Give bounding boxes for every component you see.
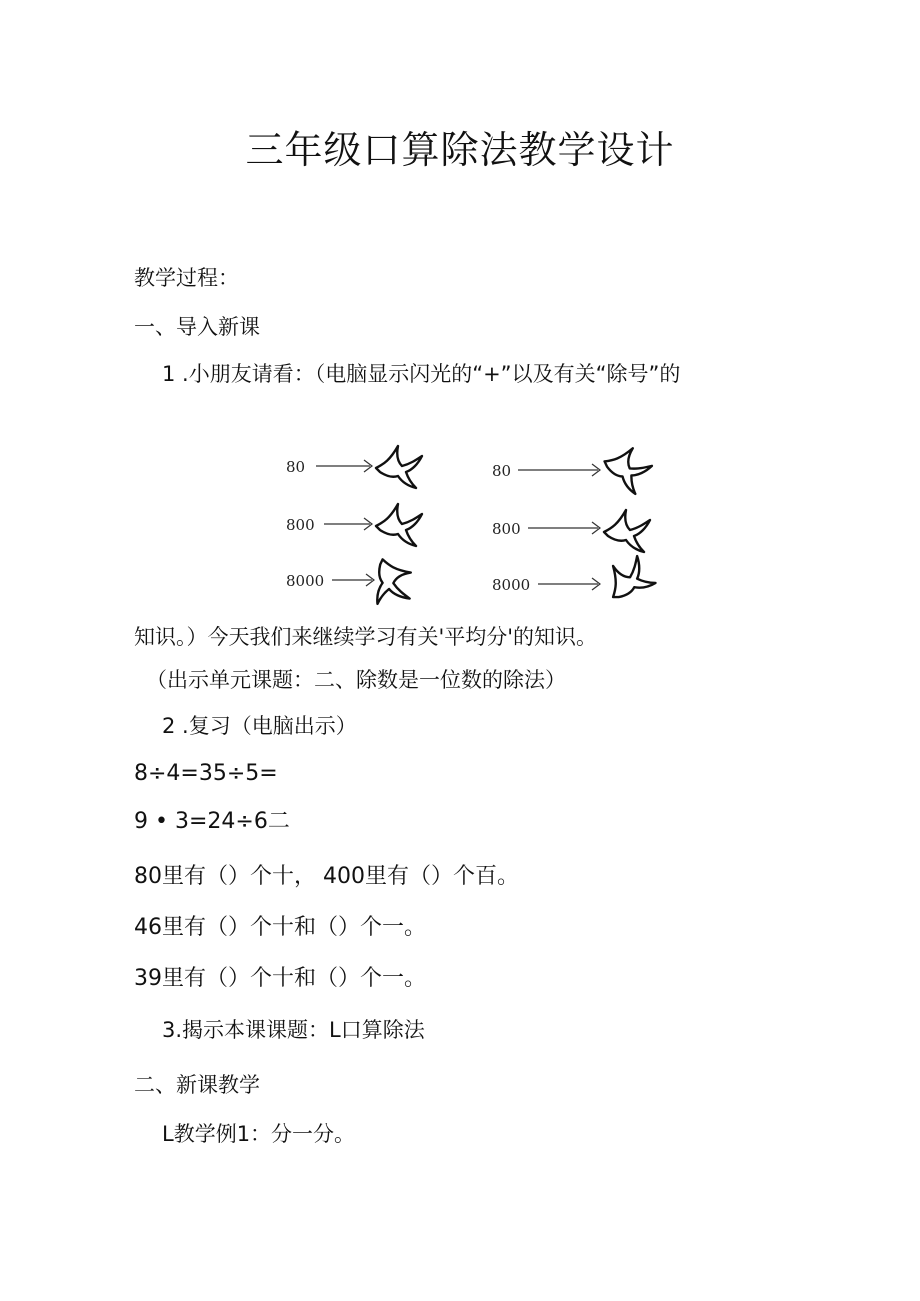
paragraph-step-1: 1 .小朋友请看：（电脑显示闪光的“+”以及有关“除号”的 [162,362,681,386]
paragraph-unit-title: （出示单元课题：二、除数是一位数的除法） [146,668,566,692]
figure-right-label-1: 80 [492,462,512,480]
figure-left-label-3: 8000 [286,572,325,590]
bird-icon [604,510,650,552]
page-title: 三年级口算除法教学设计 [245,128,675,172]
paragraph-step-3: 3.揭示本课课题：L口算除法 [162,1018,425,1042]
exercise-line-1: 80里有（）个十， 400里有（）个百。 [134,864,519,889]
paragraph-step-1-continued: 知识。）今天我们来继续学习有关'平均分'的知识。 [134,625,598,649]
paragraph-example-1: L教学例1：分一分。 [162,1122,356,1146]
bird-icon [376,446,422,488]
exercise-line-3: 39里有（）个十和（）个一。 [134,966,426,991]
bird-figure [272,434,662,612]
figure-left-label-1: 80 [286,458,306,476]
figure-right-label-2: 800 [492,520,521,538]
bird-icon [598,441,656,496]
figure-left-label-2: 800 [286,516,315,534]
section-heading-new-lesson: 二、新课教学 [134,1073,260,1097]
bird-icon [376,504,422,546]
bird-icon [598,549,660,611]
exercise-line-2: 46里有（）个十和（）个一。 [134,915,426,940]
figure-right-label-3: 8000 [492,576,531,594]
section-heading-intro: 一、导入新课 [134,315,260,339]
math-line-2: 9 • 3=24÷6二 [134,809,290,834]
paragraph-step-2: 2 .复习（电脑出示） [162,714,357,738]
math-line-1: 8÷4=35÷5= [134,761,278,786]
section-label-process: 教学过程： [134,266,239,290]
